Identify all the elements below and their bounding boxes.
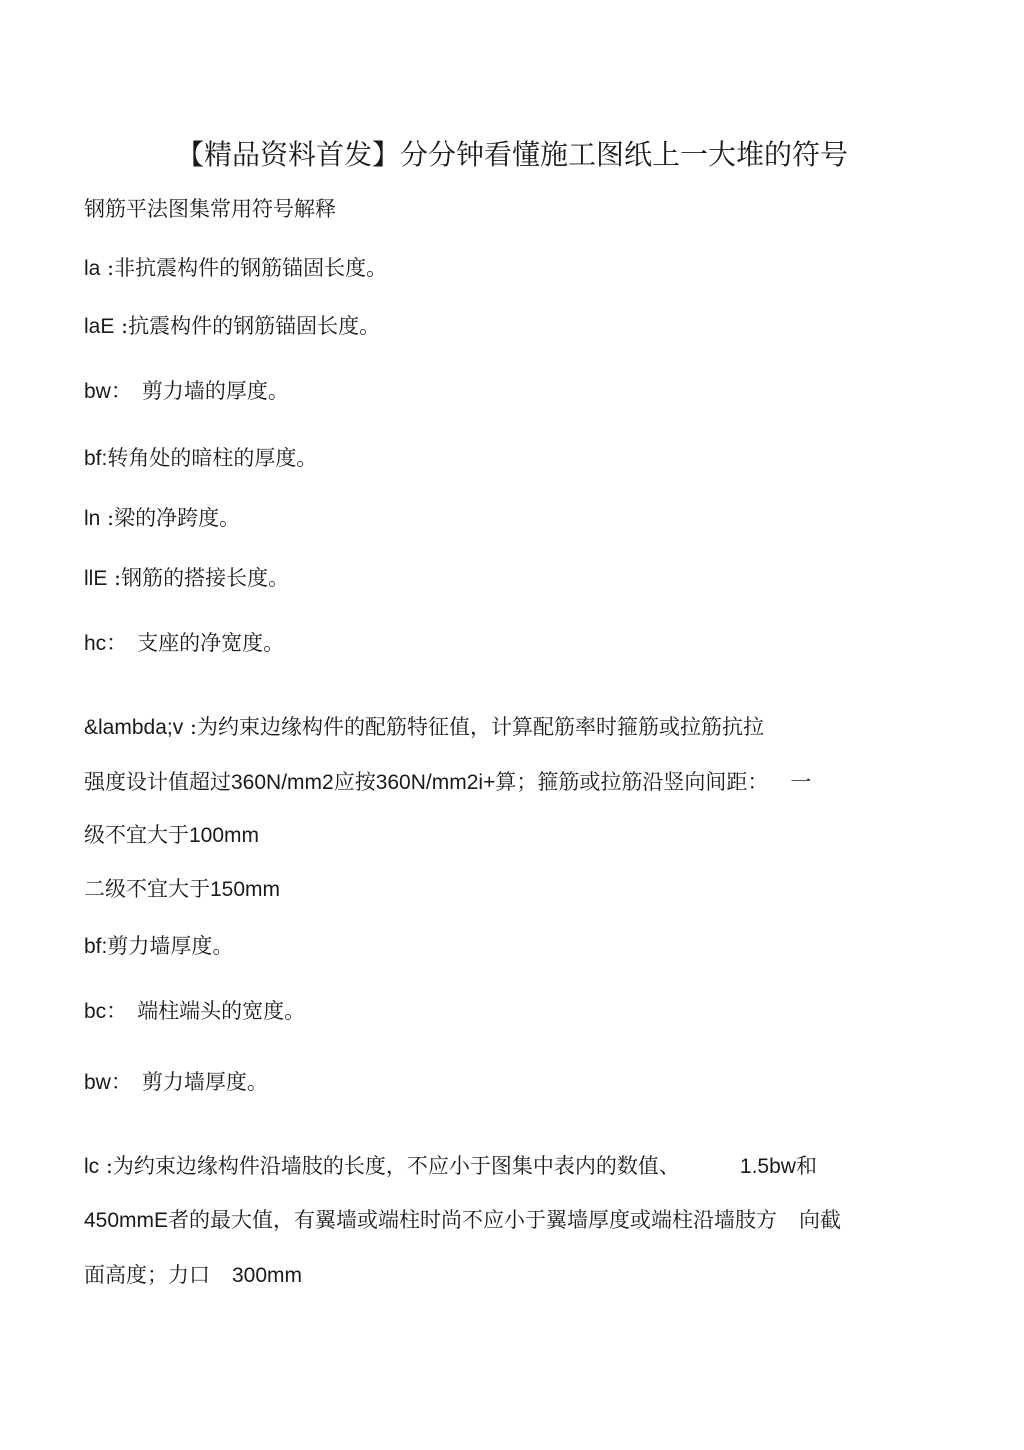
definition: :为约束边缘构件的配筋特征值，计算配筋率时箍筋或拉筋抗拉 (183, 715, 764, 739)
definition: 转角处的暗柱的厚度。 (107, 446, 318, 470)
symbol: lc (84, 1155, 100, 1178)
entry-bw-2 (84, 1067, 268, 1098)
entry-bw (84, 376, 289, 407)
symbol: laE (84, 315, 115, 338)
symbol: bc： (84, 1000, 128, 1023)
entry-lle (84, 563, 289, 594)
lc-line-3 (84, 1260, 302, 1291)
symbol: ln (84, 507, 101, 530)
definition: :抗震构件的钢筋锚固长度。 (114, 314, 381, 338)
lambda-line-3 (84, 820, 259, 851)
symbol: bw： (84, 1071, 132, 1094)
symbol: llE (84, 567, 108, 590)
text-part: 向截 (799, 1208, 842, 1232)
entry-la (84, 253, 387, 284)
text-part: 级不宜大于 (84, 823, 189, 847)
text-part: 应按 (333, 770, 376, 794)
definition: :钢筋的搭接长度。 (107, 566, 290, 590)
text-part: 者的最大值，有翼墙或端柱时尚不应小于翼墙厚度或端柱沿墙肢方 (168, 1208, 778, 1232)
text-part: 和 (795, 1154, 817, 1178)
symbol: bf: (84, 935, 108, 958)
lc-line-2 (84, 1205, 841, 1236)
text-part: 强度设计值超过 (84, 770, 231, 794)
symbol: bf: (84, 447, 108, 470)
value: 360N/mm2 (231, 771, 334, 794)
lambda-line-4 (84, 874, 280, 905)
symbol: &lambda;v (84, 716, 184, 739)
text-part: 算；箍筋或拉筋沿竖向间距： (495, 770, 769, 794)
symbol: hc： (84, 632, 128, 655)
value: 360N/mm2i+ (375, 771, 496, 794)
lambda-line-2 (84, 767, 811, 798)
value: 450mmE (84, 1209, 169, 1232)
value: 100mm (189, 824, 260, 847)
entry-bf-2 (84, 931, 233, 962)
entry-lae (84, 311, 380, 342)
definition: 剪力墙的厚度。 (141, 379, 289, 403)
text-part: 二级不宜大于 (84, 877, 210, 901)
definition: :非抗震构件的钢筋锚固长度。 (100, 256, 388, 280)
definition: 支座的净宽度。 (137, 631, 285, 655)
subtitle: 钢筋平法图集常用符号解释 (84, 197, 336, 221)
page-title: 【精品资料首发】分分钟看懂施工图纸上一大堆的符号 (175, 138, 848, 171)
text-part: 面高度；力口 (84, 1263, 210, 1287)
definition: 端柱端头的宽度。 (137, 999, 306, 1023)
symbol: la (84, 257, 101, 280)
entry-bc (84, 996, 305, 1027)
definition: :梁的净跨度。 (100, 506, 241, 530)
entry-hc (84, 628, 284, 659)
lc-line-1 (84, 1151, 817, 1182)
definition: :为约束边缘构件沿墙肢的长度，不应小于图集中表内的数值、 (99, 1154, 680, 1178)
entry-ln (84, 503, 240, 534)
symbol: bw： (84, 380, 132, 403)
value: 1.5bw (739, 1155, 796, 1178)
value: 300mm (232, 1264, 303, 1287)
value: 150mm (210, 878, 281, 901)
text-part: 一 (790, 770, 812, 794)
definition: 剪力墙厚度。 (141, 1070, 268, 1094)
entry-bf (84, 443, 317, 474)
definition: 剪力墙厚度。 (107, 934, 234, 958)
lambda-line-1 (84, 712, 764, 743)
